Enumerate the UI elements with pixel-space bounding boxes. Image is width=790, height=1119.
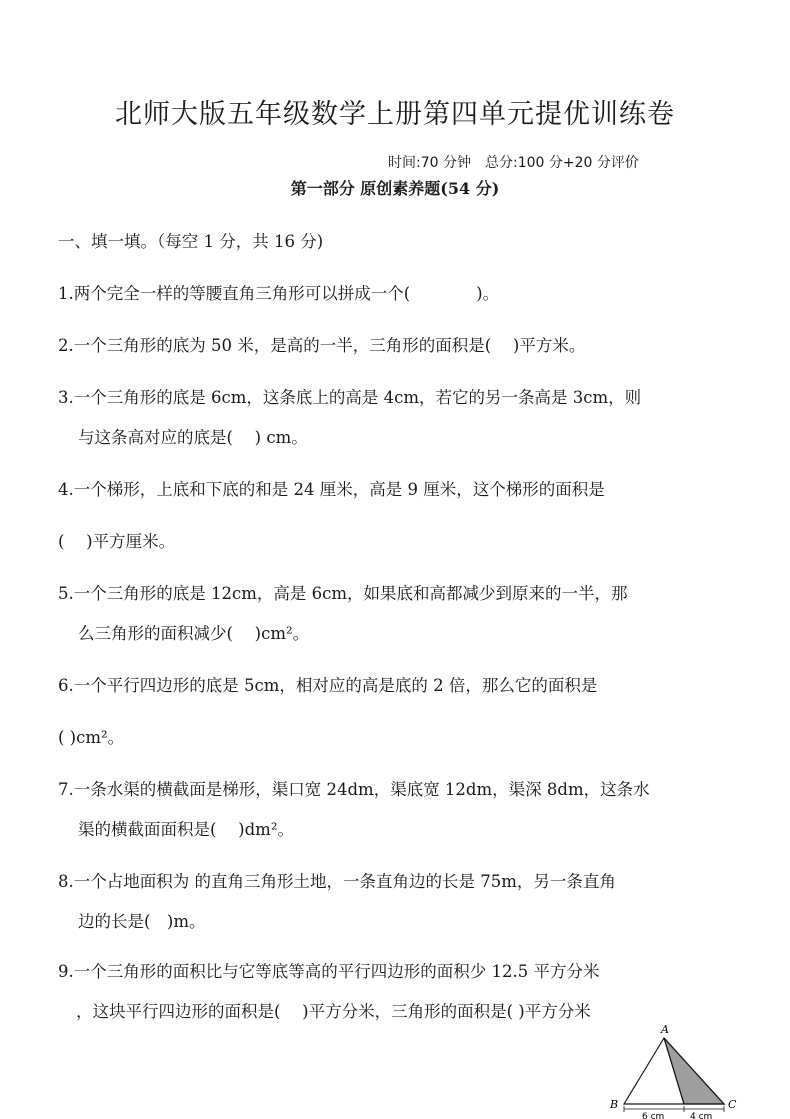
triangle-figure	[604, 1020, 754, 1119]
part-heading: 一、填一填。（每空 1 分，共 16 分)	[58, 232, 324, 251]
question-8-line-2: 边的长是( )m。	[78, 912, 206, 931]
question-6-line-1: 6.一个平行四边形的底是 5cm，相对应的高是底的 2 倍，那么它的面积是	[58, 676, 598, 695]
question-3-line-2: 与这条高对应的底是( ) cm。	[78, 428, 308, 447]
exam-meta: 时间:70 分钟 总分:100 分+20 分评价	[388, 155, 639, 171]
question-4-line-2: ( )平方厘米。	[58, 532, 176, 551]
question-1-line-1: 1.两个完全一样的等腰直角三角形可以拼成一个( )。	[58, 284, 500, 303]
question-5-line-1: 5.一个三角形的底是 12cm，高是 6cm，如果底和高都减少到原来的一半，那	[58, 584, 628, 603]
vertex-label-c: C	[728, 1098, 737, 1111]
section-title: 第一部分 原创素养题(54 分)	[290, 179, 500, 198]
question-9-line-1: 9.一个三角形的面积比与它等底等高的平行四边形的面积少 12.5 平方分米	[58, 962, 600, 981]
question-6-line-2: ( )cm²。	[58, 728, 125, 747]
question-5-line-2: 么三角形的面积减少( )cm²。	[78, 624, 310, 643]
question-7-line-2: 渠的横截面面积是( )dm²。	[78, 820, 294, 839]
question-9-line-2: ，这块平行四边形的面积是( )平方分米，三角形的面积是( )平方分米	[76, 1002, 591, 1021]
question-8-line-1: 8.一个占地面积为 的直角三角形土地，一条直角边的长是 75m，另一条直角	[58, 872, 616, 891]
vertex-label-a: A	[661, 1023, 669, 1036]
question-2-line-1: 2.一个三角形的底为 50 米，是高的一半，三角形的面积是( )平方米。	[58, 336, 586, 355]
vertex-label-b: B	[610, 1098, 619, 1111]
page-title: 北师大版五年级数学上册第四单元提优训练卷	[115, 99, 675, 130]
question-7-line-1: 7.一条水渠的横截面是梯形，渠口宽 24dm，渠底宽 12dm，渠深 8dm，这条水	[58, 780, 650, 799]
dim-label-left: 6 cm	[642, 1112, 665, 1119]
question-4-line-1: 4.一个梯形，上底和下底的和是 24 厘米，高是 9 厘米，这个梯形的面积是	[58, 480, 605, 499]
question-3-line-1: 3.一个三角形的底是 6cm，这条底上的高是 4cm，若它的另一条高是 3cm，则	[58, 388, 642, 407]
dim-label-right: 4 cm	[690, 1112, 713, 1119]
